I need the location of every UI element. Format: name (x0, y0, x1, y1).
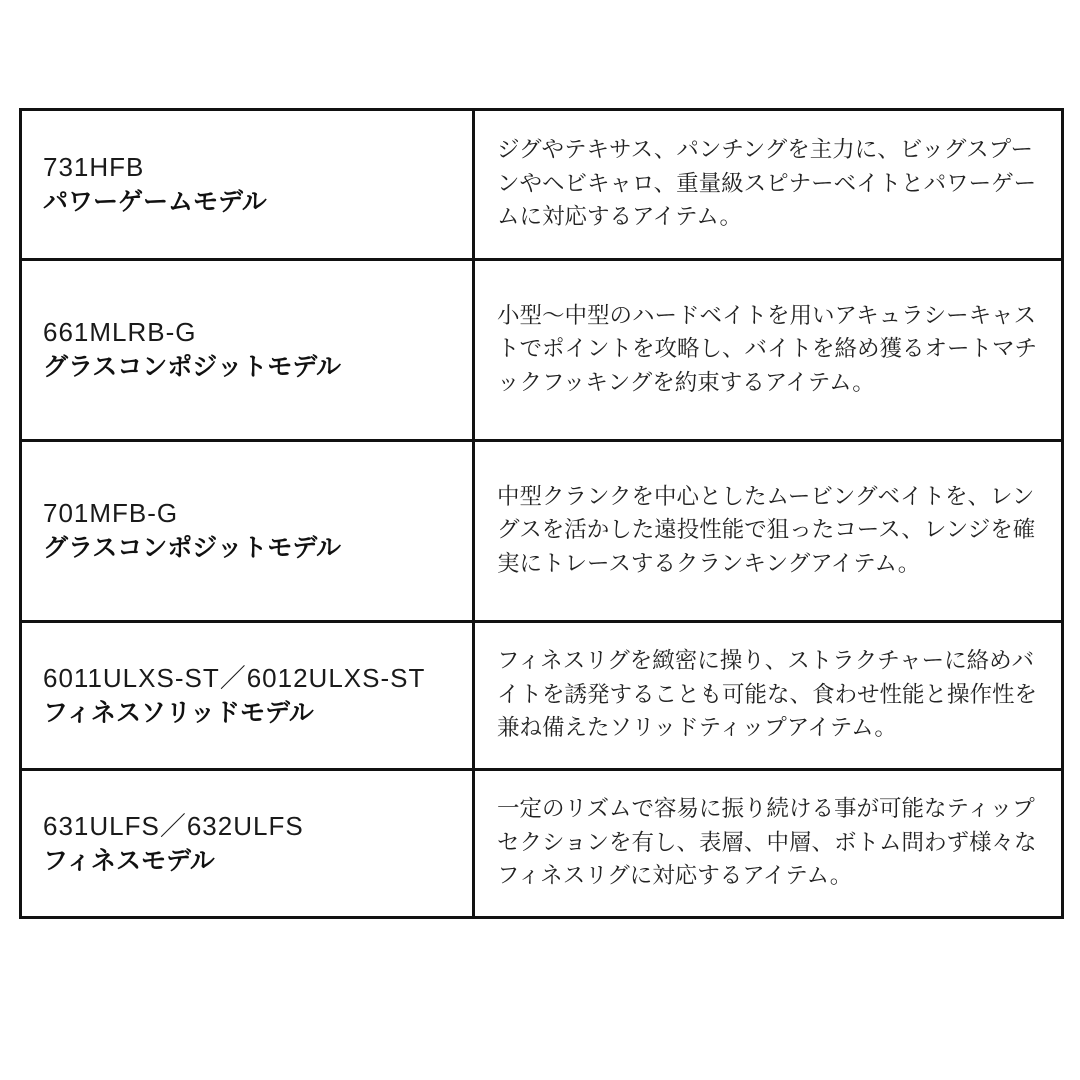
model-name: グラスコンポジットモデル (43, 352, 342, 381)
description-cell (474, 110, 1063, 260)
model-name: フィネスソリッドモデル (43, 697, 314, 727)
table-row (21, 110, 1063, 260)
table-row (21, 441, 1063, 622)
model-cell (21, 770, 474, 918)
model-code: 701MFB-G (43, 498, 179, 528)
model-cell (21, 260, 474, 441)
model-name: グラスコンポジットモデル (43, 533, 342, 562)
table-row (21, 260, 1063, 441)
model-description: ジグやテキサス、パンチングを主力に、ビッグスプーンやヘビキャロ、重量級スピナーベイトとパワーゲームに対応するアイテム。 (497, 137, 1037, 231)
model-code: 631ULFS／632ULFS (43, 810, 304, 841)
description-cell (474, 770, 1063, 918)
description-cell (474, 441, 1063, 622)
model-cell (21, 110, 474, 260)
model-description: フィネスリグを緻密に操り、ストラクチャーに絡めバイトを誘発することも可能な、食わせ性能と操作性を兼ね備えたソリッドティップアイテム。 (497, 648, 1038, 742)
table-row (21, 622, 1063, 770)
model-description: 中型クランクを中心としたムービングベイトを、レングスを活かした遠投性能で狙ったコース、レンジを確実にトレースするクランキングアイテム。 (497, 483, 1036, 577)
model-name: フィネスモデル (43, 845, 215, 875)
model-code: 661MLRB-G (43, 317, 197, 347)
model-cell (21, 441, 474, 622)
model-code: 731HFB (43, 151, 145, 182)
table-row (21, 770, 1063, 918)
model-spec-table (19, 108, 1064, 919)
model-name: パワーゲームモデル (43, 186, 267, 216)
model-cell (21, 622, 474, 770)
description-cell (474, 260, 1063, 441)
model-code: 6011ULXS-ST／6012ULXS-ST (43, 662, 426, 693)
description-cell (474, 622, 1063, 770)
model-description: 一定のリズムで容易に振り続ける事が可能なティップセクションを有し、表層、中層、ボトム問わず様々なフィネスリグに対応するアイテム。 (497, 796, 1037, 890)
model-description: 小型〜中型のハードベイトを用いアキュラシーキャストでポイントを攻略し、バイトを絡め獲るオートマチックフッキングを約束するアイテム。 (497, 302, 1038, 396)
